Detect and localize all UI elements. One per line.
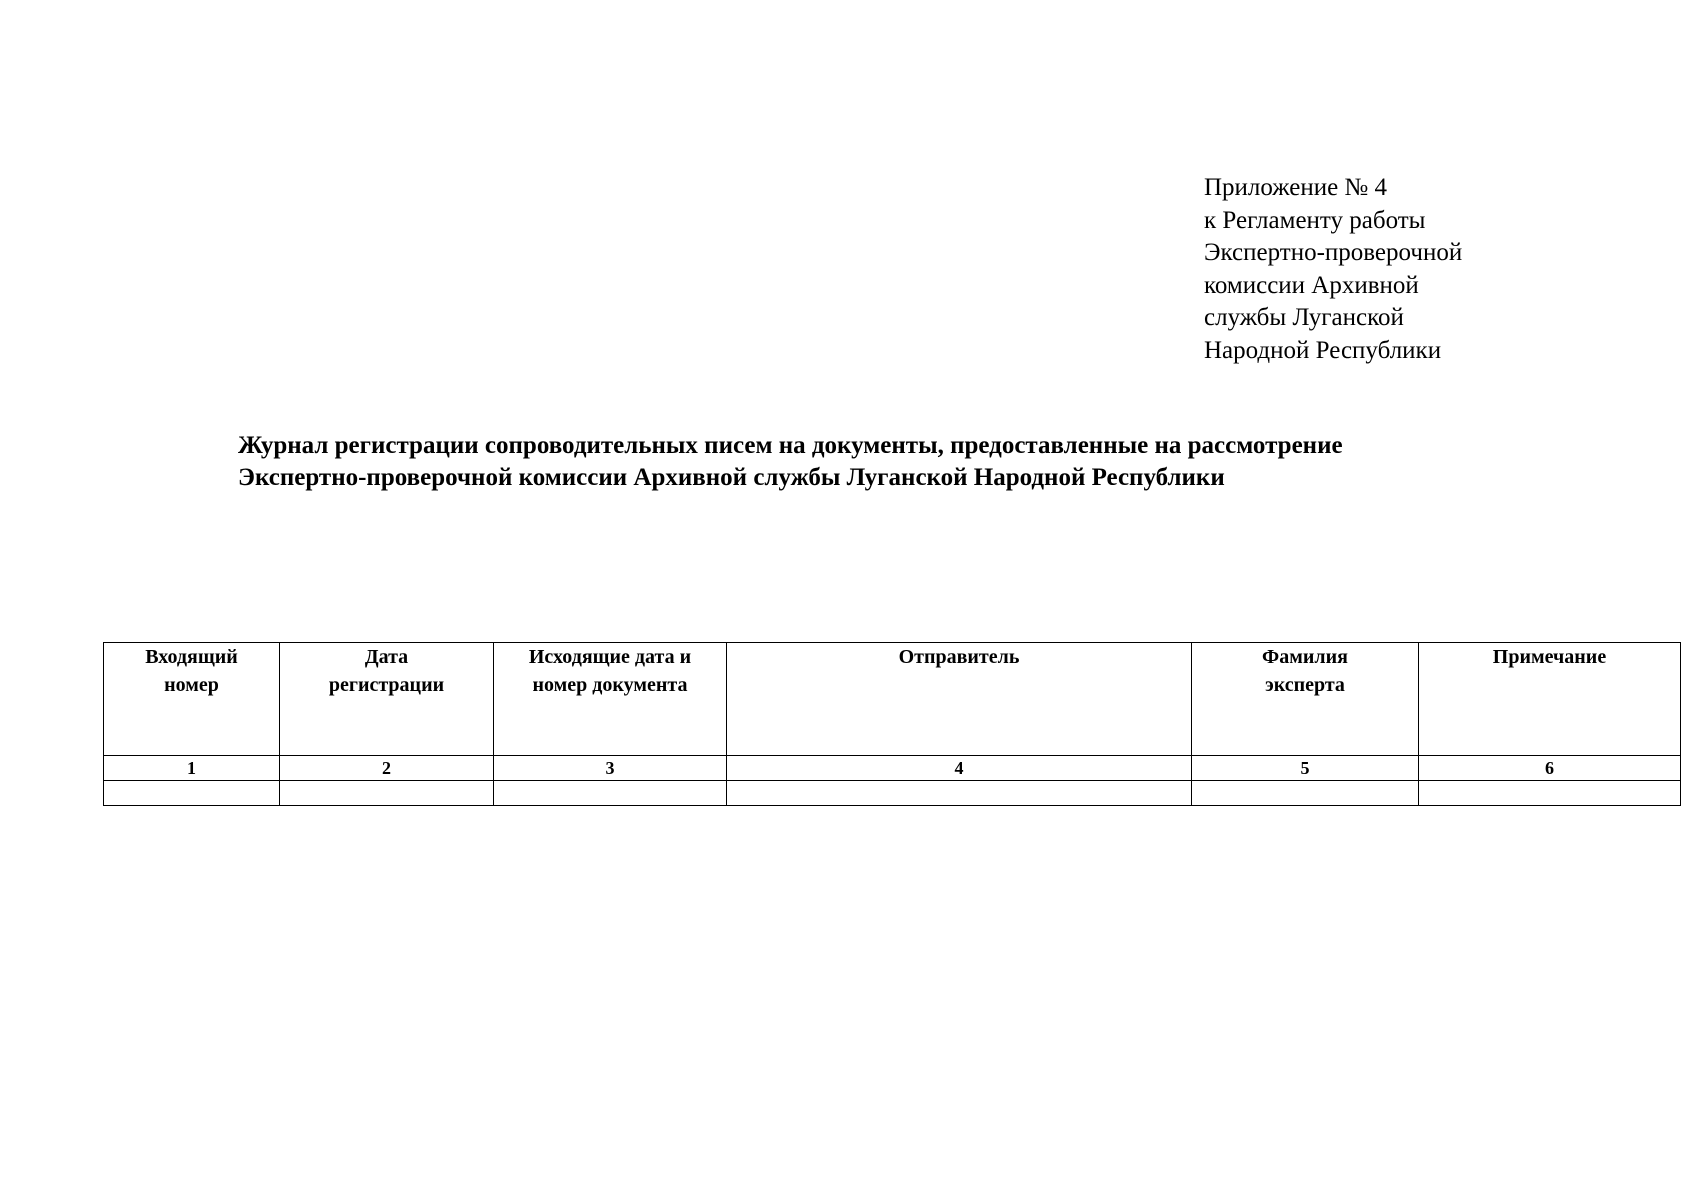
header-text: Отправитель [898, 646, 1020, 668]
column-header-expert-surname [1192, 643, 1419, 756]
header-text: Входящий [145, 646, 238, 668]
header-text: эксперта [1265, 674, 1345, 696]
table-row [104, 781, 1681, 806]
appendix-line: Приложение № 4 [1204, 174, 1388, 201]
column-number: 4 [727, 756, 1192, 781]
table-cell [494, 781, 727, 806]
column-header-outgoing-date-number [494, 643, 727, 756]
column-number: 1 [104, 756, 280, 781]
header-text: Примечание [1492, 646, 1607, 668]
column-number: 2 [280, 756, 494, 781]
column-header-sender [727, 643, 1192, 756]
column-header-registration-date [280, 643, 494, 756]
table-cell [1192, 781, 1419, 806]
appendix-line: Народной Республики [1204, 336, 1442, 364]
registration-journal-table [103, 642, 1681, 806]
appendix-line: к Регламенту работы [1204, 206, 1426, 234]
table-cell [727, 781, 1192, 806]
header-text: номер документа [532, 674, 688, 696]
column-number: 3 [494, 756, 727, 781]
header-text: регистрации [328, 674, 445, 696]
column-number: 6 [1419, 756, 1681, 781]
header-text: номер [164, 674, 219, 696]
table-cell [280, 781, 494, 806]
appendix-line: службы Луганской [1204, 304, 1404, 331]
header-text: Дата [364, 646, 409, 668]
header-text: Фамилия [1262, 646, 1348, 668]
title-line: Экспертно-проверочной комиссии Архивной службы Луганской Народной Республики [238, 464, 1225, 491]
column-number-row [104, 756, 1681, 781]
table-cell [104, 781, 280, 806]
table-cell [1419, 781, 1681, 806]
column-header-note [1419, 643, 1681, 756]
document-title [238, 430, 1658, 494]
header-text: Исходящие дата и [528, 646, 692, 668]
appendix-line: комиссии Архивной [1204, 271, 1419, 299]
appendix-block [1204, 172, 1624, 367]
table-header-row [104, 643, 1681, 756]
column-header-incoming-number [104, 643, 280, 756]
column-number: 5 [1192, 756, 1419, 781]
appendix-line: Экспертно-проверочной [1204, 239, 1463, 266]
title-line: Журнал регистрации сопроводительных писем на документы, предоставленные на рассмотрение [238, 432, 1343, 459]
